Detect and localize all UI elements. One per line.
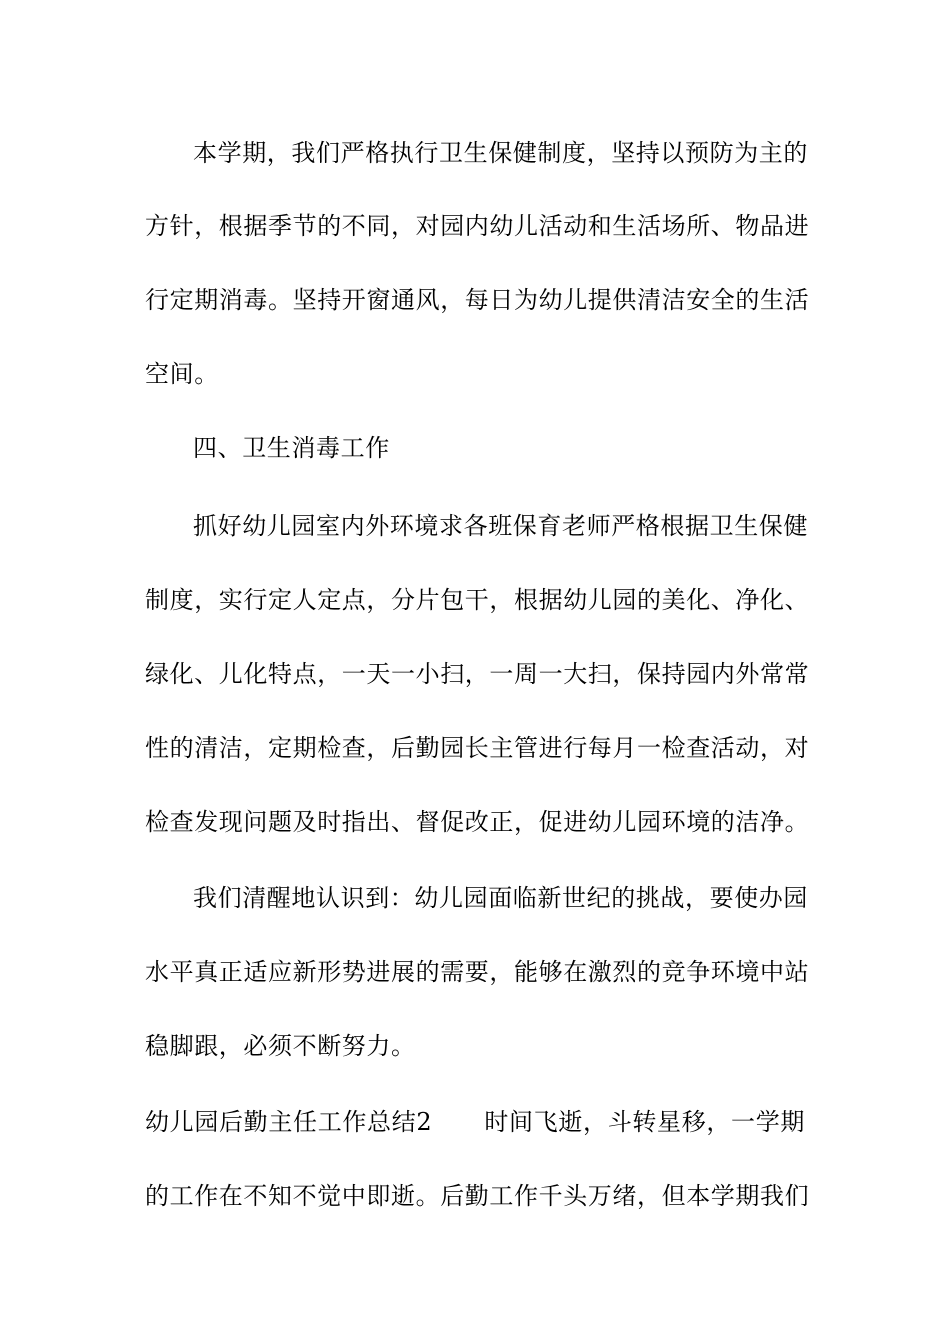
- paragraph-line: 空间。: [145, 360, 219, 388]
- paragraph-line: 抓好幼儿园室内外环境求各班保育老师严格根据卫生保健: [193, 512, 808, 540]
- paragraph-line: 我们清醒地认识到：幼儿园面临新世纪的挑战，要使办园: [193, 884, 808, 912]
- paragraph-line: 制度，实行定人定点，分片包干，根据幼儿园的美化、净化、: [145, 586, 810, 614]
- paragraph-line: 本学期，我们严格执行卫生保健制度，坚持以预防为主的: [193, 139, 808, 167]
- article-title: 幼儿园后勤主任工作总结2: [145, 1108, 433, 1136]
- article-heading-line: [145, 1106, 805, 1138]
- paragraph-line: 绿化、儿化特点，一天一小扫，一周一大扫，保持园内外常常: [145, 660, 810, 688]
- paragraph-line: 的工作在不知不觉中即逝。后勤工作千头万绪，但本学期我们: [145, 1182, 810, 1210]
- article-intro: 时间飞逝，斗转星移，一学期: [484, 1108, 805, 1136]
- paragraph-line: 检查发现问题及时指出、督促改正，促进幼儿园环境的洁净。: [145, 808, 810, 836]
- paragraph-line: 行定期消毒。坚持开窗通风，每日为幼儿提供清洁安全的生活: [145, 286, 810, 314]
- paragraph-line: 稳脚跟，必须不断努力。: [145, 1032, 416, 1060]
- paragraph-line: 性的清洁，定期检查，后勤园长主管进行每月一检查活动，对: [145, 734, 810, 762]
- paragraph-line: 方针，根据季节的不同，对园内幼儿活动和生活场所、物品进: [145, 212, 810, 240]
- section-heading: 四、卫生消毒工作: [193, 434, 390, 462]
- paragraph-line: 水平真正适应新形势进展的需要，能够在激烈的竞争环境中站: [145, 958, 810, 986]
